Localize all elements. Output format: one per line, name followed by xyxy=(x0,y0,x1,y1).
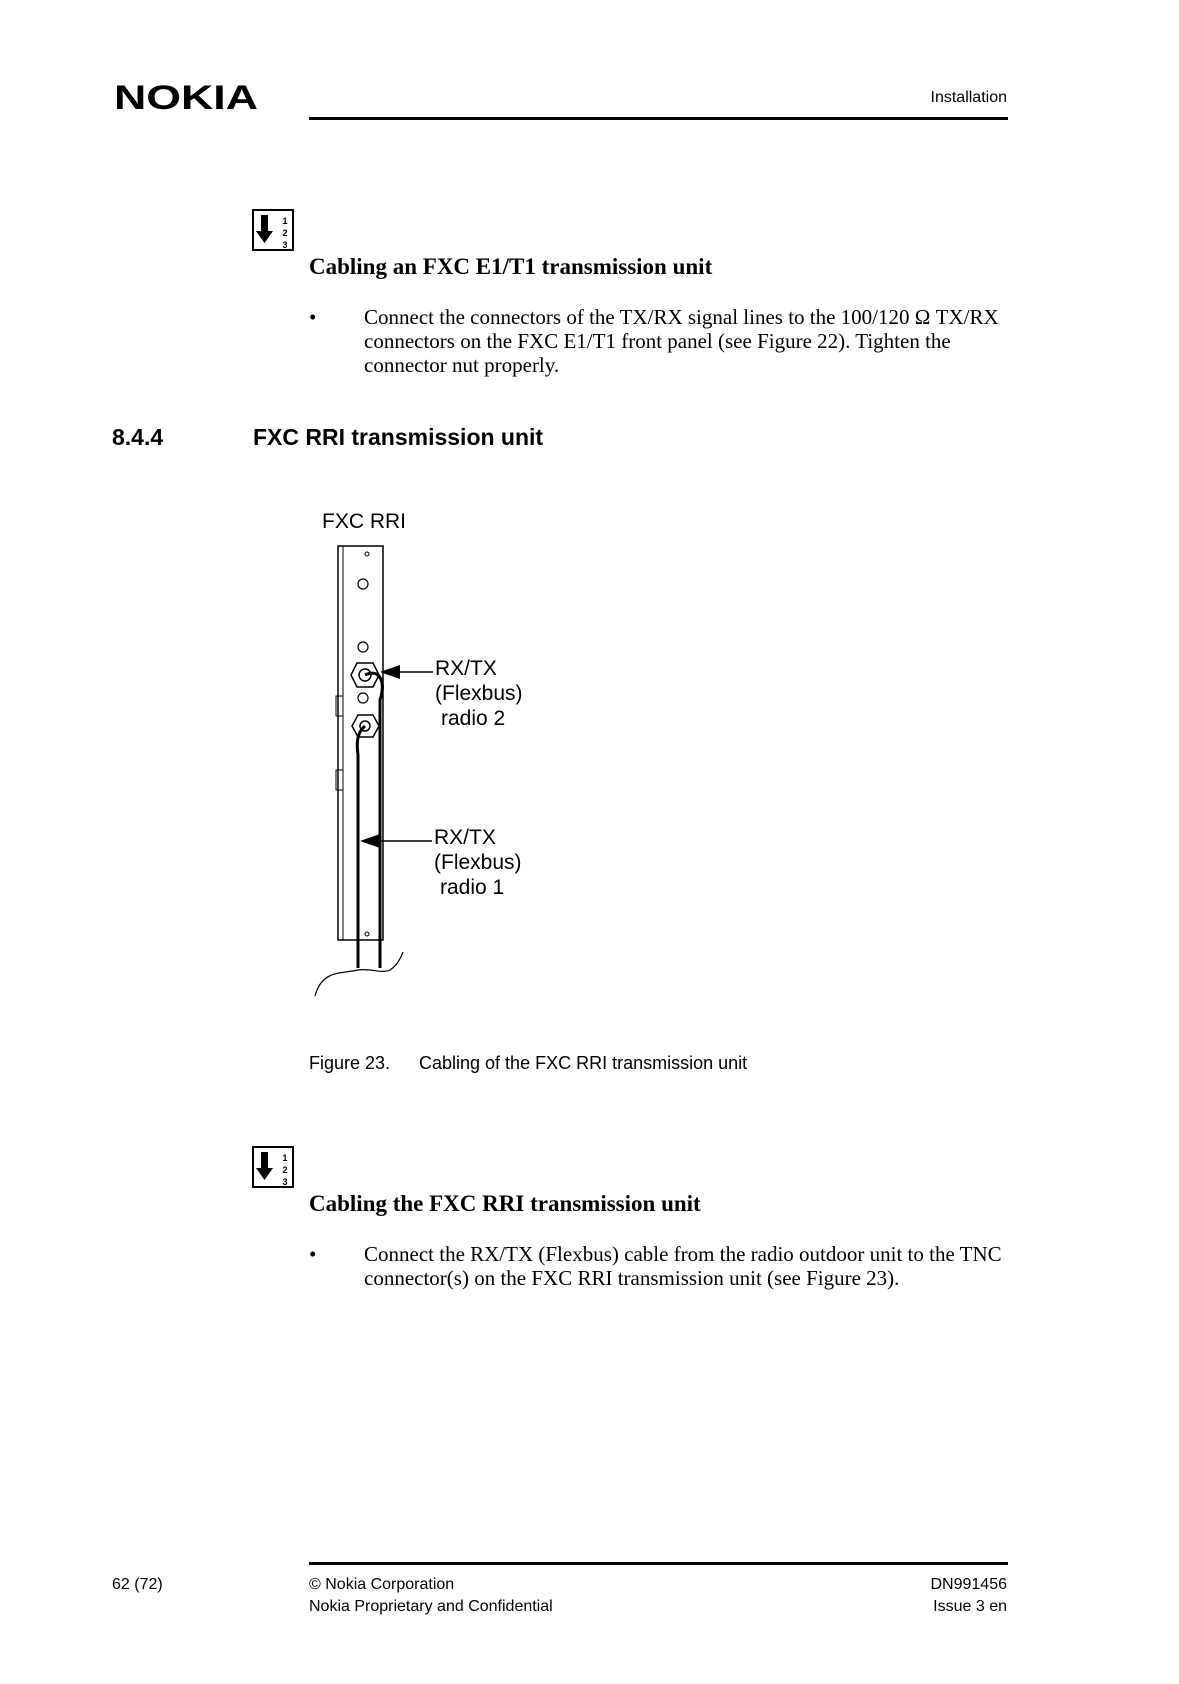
footer-confidential-line: Nokia Proprietary and Confidential xyxy=(309,1598,553,1615)
svg-text:2: 2 xyxy=(282,1165,288,1175)
footer-rule xyxy=(309,1562,1008,1565)
svg-text:1: 1 xyxy=(282,1153,288,1163)
nokia-logo xyxy=(114,82,260,112)
svg-text:3: 3 xyxy=(282,1177,288,1187)
procedure-steps-icon xyxy=(252,1146,294,1188)
header-section-title: Installation xyxy=(930,89,1007,106)
footer-copyright-line: © Nokia Corporation xyxy=(309,1576,455,1593)
callout-radio1-line3: radio 1 xyxy=(440,876,505,899)
callout-radio1-line1: RX/TX xyxy=(434,826,496,849)
arrow-radio1 xyxy=(360,834,380,848)
logo-text: NOKIA xyxy=(114,82,258,112)
footer-doc-info xyxy=(931,1574,1008,1618)
connector-radio1 xyxy=(352,715,379,737)
procedure-step-text: Connect the connectors of the TX/RX signal lines to the 100/120 Ω TX/RX connectors on the FXC E1/T1 front panel (see Figure 22). Tighten the connector nut properly. xyxy=(364,305,999,377)
svg-text:3: 3 xyxy=(282,240,288,250)
figure-title: FXC RRI xyxy=(322,510,406,533)
bullet-marker: • xyxy=(309,305,317,329)
figure-caption-label: Figure 23. xyxy=(309,1053,391,1073)
procedure-steps-icon xyxy=(252,209,294,251)
procedure-step-text: Connect the RX/TX (Flexbus) cable from the radio outdoor unit to the TNC connector(s) on the FXC RRI transmission unit (see Figure 23). xyxy=(364,1242,1002,1290)
callout-radio2-line1: RX/TX xyxy=(435,657,497,680)
cable-radio1 xyxy=(357,726,365,968)
footer-issue: Issue 3 en xyxy=(933,1598,1007,1615)
header-rule xyxy=(309,117,1008,120)
bullet-marker: • xyxy=(309,1242,317,1266)
callout-radio2-line2: (Flexbus) xyxy=(435,682,523,705)
procedure-heading: Cabling an FXC E1/T1 transmission unit xyxy=(309,254,713,279)
footer-doc-id: DN991456 xyxy=(930,1576,1007,1593)
svg-text:1: 1 xyxy=(282,216,288,226)
callout-radio2-line3: radio 2 xyxy=(441,707,506,730)
section-title: FXC RRI transmission unit xyxy=(253,424,544,450)
callout-radio1 xyxy=(434,825,522,900)
fxc-rri-diagram xyxy=(300,500,440,1000)
footer-copyright xyxy=(309,1574,553,1618)
callout-radio1-line2: (Flexbus) xyxy=(434,851,522,874)
section-number: 8.4.4 xyxy=(112,424,164,450)
procedure-heading: Cabling the FXC RRI transmission unit xyxy=(309,1191,701,1216)
footer-page-number: 62 (72) xyxy=(112,1576,163,1593)
callout-radio2 xyxy=(435,656,523,731)
figure-caption xyxy=(309,1053,747,1074)
figure-caption-text: Cabling of the FXC RRI transmission unit xyxy=(419,1053,748,1073)
svg-text:2: 2 xyxy=(282,228,288,238)
